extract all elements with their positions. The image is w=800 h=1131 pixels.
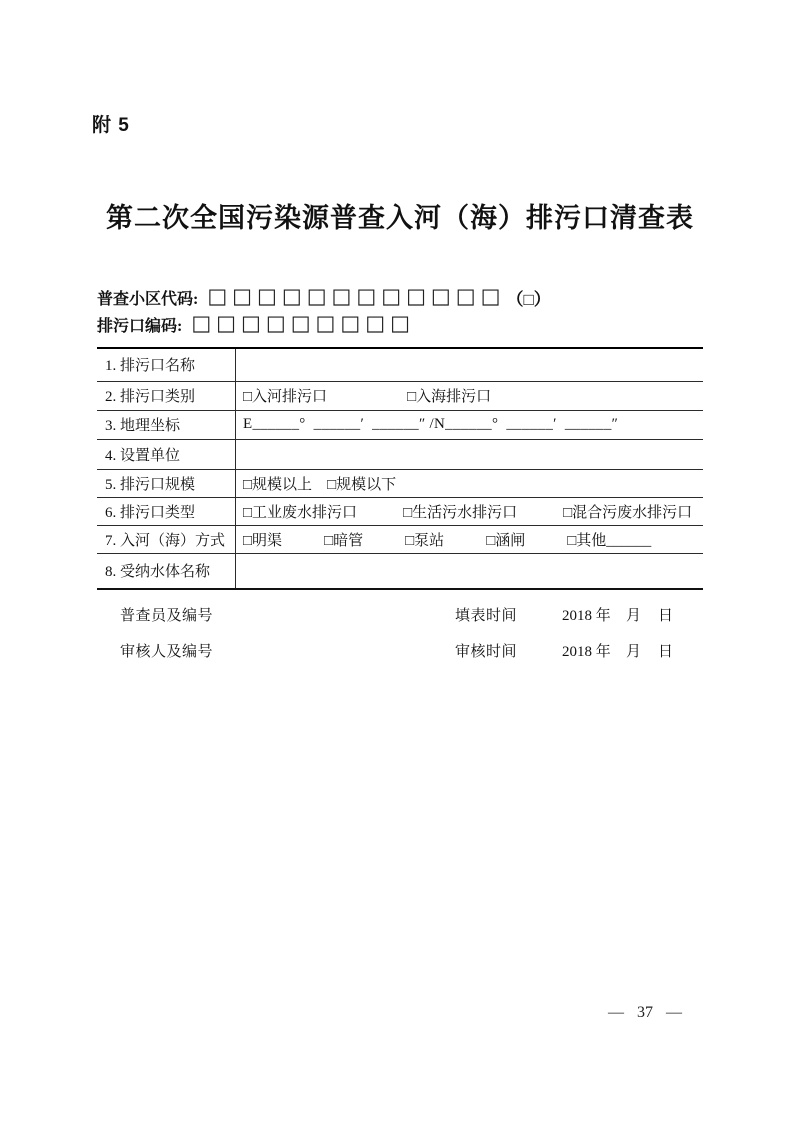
table-row-outlet-name [97, 348, 703, 381]
page-number-right-dash: — [666, 1004, 682, 1021]
census-area-code-label: 普查小区代码: [97, 291, 199, 308]
page-number-left-dash: — [608, 1004, 624, 1021]
table-row-geo-coordinates [97, 410, 703, 439]
checkbox-option-mixed-wastewater: □混合污废水排污口 [563, 504, 693, 521]
page-title: 第二次全国污染源普查入河（海）排污口清查表 [106, 203, 694, 233]
row-blank-field [236, 439, 704, 469]
table-row-outlet-category [97, 381, 703, 410]
outlet-code-boxes: □□□□□□□□□ [191, 311, 415, 335]
row-label: 3. 地理坐标 [97, 410, 236, 439]
review-time-month: 月 [626, 644, 642, 660]
outlet-code-line [97, 311, 551, 338]
row-label: 4. 设置单位 [97, 439, 236, 469]
row-label: 7. 入河（海）方式 [97, 525, 236, 553]
outlet-code-label: 排污口编码: [97, 318, 183, 335]
fill-time-label: 填表时间 [455, 608, 518, 624]
row-options [236, 497, 704, 525]
footer-surveyor-line [0, 604, 800, 628]
row-label: 2. 排污口类别 [97, 381, 236, 410]
row-label: 6. 排污口类型 [97, 497, 236, 525]
fill-time-year: 2018 年 [562, 608, 611, 624]
checkbox-option-above-scale: □规模以上 [243, 476, 313, 493]
review-time-label: 审核时间 [455, 644, 518, 660]
checkbox-option-open-channel: □明渠 [243, 532, 283, 549]
fill-time-day: 日 [658, 608, 674, 624]
row-label: 1. 排污口名称 [97, 348, 236, 381]
coordinate-blanks: E______° ______′ ______″ /N______° ______′ ______″ [243, 416, 619, 432]
checkbox-option-domestic-sewage: □生活污水排污口 [403, 504, 518, 521]
checkbox-option-sea-outlet: □入海排污口 [407, 389, 492, 405]
table-row-entry-method [97, 525, 703, 553]
row-options [236, 381, 704, 410]
row-label: 8. 受纳水体名称 [97, 553, 236, 589]
code-fields [97, 284, 551, 338]
appendix-label: 附 5 [92, 115, 130, 136]
page-number-value: 37 [637, 1004, 653, 1021]
row-blank-field [236, 553, 704, 589]
fill-time-month: 月 [626, 608, 642, 624]
checkbox-option-culvert-pipe: □暗管 [324, 532, 364, 549]
census-area-code-suffix-box: （□） [506, 290, 551, 309]
row-label: 5. 排污口规模 [97, 469, 236, 497]
surveyor-label: 普查员及编号 [120, 608, 214, 624]
checkbox-option-pump-station: □泵站 [405, 532, 445, 549]
review-time-year: 2018 年 [562, 644, 611, 660]
row-options [236, 525, 704, 553]
row-options [236, 469, 704, 497]
checkbox-option-below-scale: □规模以下 [327, 476, 397, 493]
outlet-inventory-table [97, 347, 703, 590]
checkbox-option-river-outlet: □入河排污口 [243, 389, 328, 405]
table-row-outlet-type [97, 497, 703, 525]
review-time-day: 日 [658, 644, 674, 660]
census-area-code-line [97, 284, 551, 311]
checkbox-option-industrial-wastewater: □工业废水排污口 [243, 504, 358, 521]
footer-reviewer-line [0, 640, 800, 664]
checkbox-option-sluice-gate: □涵闸 [486, 532, 526, 549]
table-row-outlet-scale [97, 469, 703, 497]
table-row-setup-unit [97, 439, 703, 469]
reviewer-label: 审核人及编号 [120, 644, 214, 660]
row-blank-field [236, 348, 704, 381]
census-area-code-boxes: □□□□□□□□□□□□ [207, 284, 506, 308]
page-number [608, 1004, 682, 1022]
checkbox-option-other: □其他______ [567, 532, 652, 549]
table-row-receiving-water-name [97, 553, 703, 589]
